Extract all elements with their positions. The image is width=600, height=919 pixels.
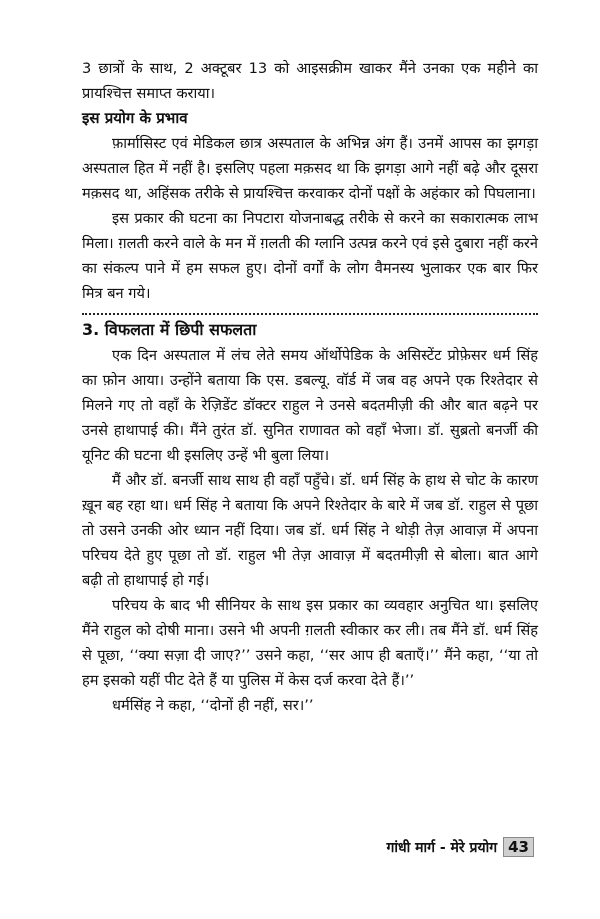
paragraph-5: मैं और डॉ. बनर्जी साथ साथ ही वहाँ पहुँचे। डॉ. धर्म सिंह के हाथ से चोट के कारण ख़ून बह रहा था। धर्म सिंह ने बताया कि अपने रिश्तेदार के बारे में जब डॉ. राहुल से पूछा तो उसने उनकी ओर ध्यान नहीं दिया। जब डॉ. धर्म सिंह ने थोड़ी तेज़ आवाज़ में अपना परिचय देते हुए पूछा तो डॉ. राहुल भी तेज़ आवाज़ में बदतमीज़ी से बोला। बात आगे बढ़ी तो हाथापाई हो गई। bbox=[82, 472, 538, 589]
subheading-effects: इस प्रयोग के प्रभाव bbox=[82, 109, 188, 127]
page-footer bbox=[387, 837, 535, 857]
page-content bbox=[82, 56, 538, 718]
paragraph-2: फ़ार्मासिस्ट एवं मेडिकल छात्र अस्पताल के अभिन्न अंग हैं। उनमें आपस का झगड़ा अस्पताल हित में नहीं है। इसलिए पहला मक़सद था कि झगड़ा आगे नहीं बढ़े और दूसरा मक़सद था, अहिंसक तरीके से प्रायश्चित्त करवाकर दोनों पक्षों के अहंकार को पिघलाना। bbox=[82, 135, 538, 202]
dotted-divider bbox=[82, 313, 538, 315]
paragraph-3: इस प्रकार की घटना का निपटारा योजनाबद्ध तरीके से करने का सकारात्मक लाभ मिला। ग़लती करने वाले के मन में ग़लती की ग्लानि उत्पन्न करने एवं इसे दुबारा नहीं करने का संकल्प पाने में हम सफल हुए। दोनों वर्गों के लोग वैमनस्य भुलाकर एक बार फिर मित्र बन गये। bbox=[82, 210, 538, 302]
section-heading: 3. विफलता में छिपी सफलता bbox=[82, 320, 257, 339]
page-number: 43 bbox=[503, 837, 534, 857]
paragraph-6: परिचय के बाद भी सीनियर के साथ इस प्रकार का व्यवहार अनुचित था। इसलिए मैंने राहुल को दोषी माना। उसने भी अपनी ग़लती स्वीकार कर ली। तब मैंने डॉ. धर्म सिंह से पूछा, ‘‘क्या सज़ा दी जाए?’’ उसने कहा, ‘‘सर आप ही बताएँ।’’ मैंने कहा, ‘‘या तो हम इसको यहीं पीट देते हैं या पुलिस में केस दर्ज करवा देते हैं।’’ bbox=[82, 597, 538, 689]
book-title: गांधी मार्ग - मेरे प्रयोग bbox=[386, 839, 498, 856]
paragraph-1: 3 छात्रों के साथ, 2 अक्टूबर 13 को आइसक्रीम खाकर मैंने उनका एक महीने का प्रायश्चित्त समाप्त कराया। bbox=[82, 60, 538, 102]
paragraph-4: एक दिन अस्पताल में लंच लेते समय ऑर्थोपेडिक के असिस्टेंट प्रोफ़ेसर धर्म सिंह का फ़ोन आया। उन्होंने बताया कि एस. डबल्यू. वॉर्ड में जब वह अपने एक रिश्तेदार से मिलने गए तो वहाँ के रेज़िडेंट डॉक्टर राहुल ने उनसे बदतमीज़ी की और बात बढ़ने पर उनसे हाथापाई की। मैंने तुरंत डॉ. सुनित राणावत को वहाँ भेजा। डॉ. सुब्रतो बनर्जी की यूनिट की घटना थी इसलिए उन्हें भी बुला लिया। bbox=[82, 347, 538, 464]
paragraph-7: धर्मसिंह ने कहा, ‘‘दोनों ही नहीं, सर।’’ bbox=[112, 697, 314, 714]
